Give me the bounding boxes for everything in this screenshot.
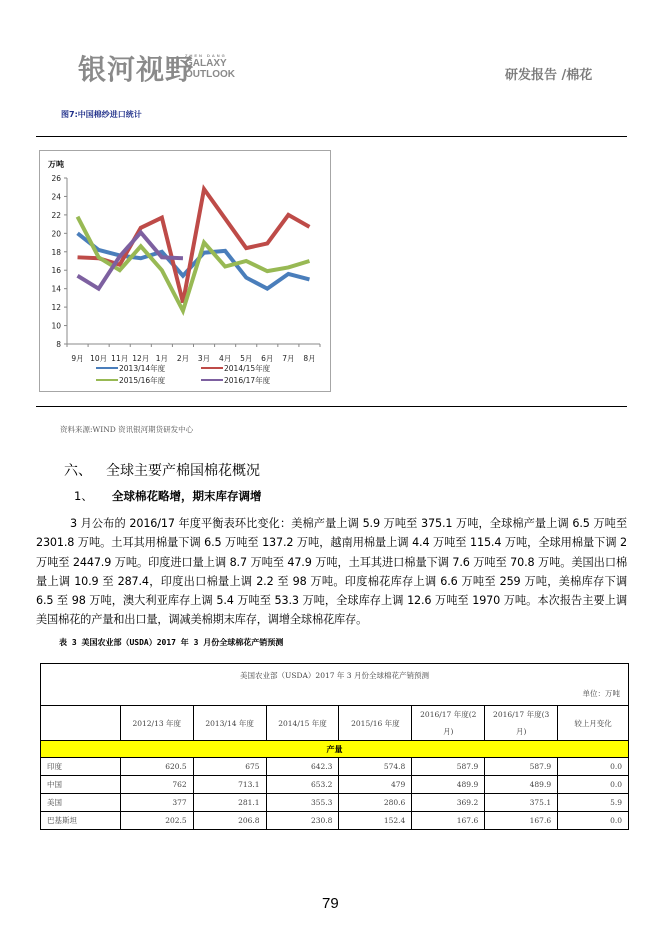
value-cell: 5.9 xyxy=(558,794,629,812)
country-cell: 中国 xyxy=(41,776,121,794)
value-cell: 377 xyxy=(120,794,193,812)
table-caption: 表 3 美国农业部（USDA）2017 年 3 月份全球棉花产销预测 xyxy=(59,638,284,647)
value-cell: 653.2 xyxy=(266,776,339,794)
y-tick-label: 20 xyxy=(51,229,61,239)
section-label: 产量 xyxy=(41,741,629,758)
value-cell: 713.1 xyxy=(193,776,266,794)
legend-label: 2013/14年度 xyxy=(119,364,166,373)
value-cell: 642.3 xyxy=(266,758,339,776)
value-cell: 230.8 xyxy=(266,812,339,830)
subsection-title: 全球棉花略增，期末库存调增 xyxy=(112,489,262,503)
logo-tagline: ZHEN DANG xyxy=(185,53,227,58)
logo-line-1: GALAXY xyxy=(185,58,227,69)
value-cell: 375.1 xyxy=(485,794,558,812)
page-number: 79 xyxy=(322,895,339,912)
table-title: 美国农业部（USDA）2017 年 3 月份全球棉花产销预测 xyxy=(240,671,429,680)
legend-label: 2014/15年度 xyxy=(224,364,271,373)
divider-top xyxy=(36,136,627,137)
figure-title: 图7:中国棉纱进口统计 xyxy=(61,110,142,119)
country-cell: 印度 xyxy=(41,758,121,776)
divider-bottom xyxy=(36,406,627,407)
x-tick-label: 7月 xyxy=(282,354,295,363)
subsection-number: 1、 xyxy=(74,489,93,503)
forecast-table xyxy=(40,663,629,830)
table-title-cell xyxy=(41,664,629,706)
x-tick-label: 5月 xyxy=(240,354,253,363)
country-cell: 美国 xyxy=(41,794,121,812)
x-tick-label: 8月 xyxy=(303,354,316,363)
table-header-cell: 较上月变化 xyxy=(558,706,629,741)
value-cell: 0.0 xyxy=(558,776,629,794)
y-tick-label: 16 xyxy=(51,266,61,276)
x-tick-label: 3月 xyxy=(197,354,211,363)
value-cell: 369.2 xyxy=(412,794,485,812)
table-header-cell xyxy=(41,706,121,741)
section-number: 六、 xyxy=(64,463,92,479)
table-header-row xyxy=(41,706,629,741)
table-row xyxy=(41,776,629,794)
value-cell: 355.3 xyxy=(266,794,339,812)
line-chart xyxy=(40,151,330,391)
x-tick-label: 2月 xyxy=(176,354,190,363)
value-cell: 281.1 xyxy=(193,794,266,812)
value-cell: 280.6 xyxy=(339,794,412,812)
y-axis-unit: 万吨 xyxy=(48,160,64,169)
value-cell: 587.9 xyxy=(485,758,558,776)
value-cell: 675 xyxy=(193,758,266,776)
value-cell: 0.0 xyxy=(558,812,629,830)
chart-container xyxy=(39,150,331,392)
table-header-cell: 2015/16 年度 xyxy=(339,706,412,741)
y-tick-label: 26 xyxy=(51,174,61,183)
table-header-cell: 2012/13 年度 xyxy=(120,706,193,741)
y-tick-label: 24 xyxy=(51,192,61,202)
logo-english xyxy=(185,53,235,80)
y-tick-label: 22 xyxy=(51,210,61,220)
logo-line-2: OUTLOOK xyxy=(185,69,235,80)
figure-source: 资料来源:WIND 资讯银河期货研发中心 xyxy=(60,425,194,434)
subsection-heading xyxy=(74,488,262,504)
table-header-cell: 2013/14 年度 xyxy=(193,706,266,741)
x-tick-label: 1月 xyxy=(155,354,169,363)
body-paragraph: 3 月公布的 2016/17 年度平衡表环比变化：美棉产量上调 5.9 万吨至 375.1 万吨，全球棉产量上调 6.5 万吨至 2301.8 万吨。土耳其用棉量下调 6.5 万吨至 137.2 万吨，越南用棉量上调 4.4 万吨至 115.4 万吨，全球用棉量下调 2 万吨至 2447.9 万吨。印度进口量上调 8.7 万吨至 47.9 万吨，土耳其进口棉量下调 7.6 万吨至 70.8 万吨。美国出口棉量上调 10.9 至 287.4，印度出口棉量上调 2.2 至 98 万吨。印度棉花库存上调 6.6 万吨至 259 万吨，美棉库存下调 6.5 至 98 万吨，澳大利亚库存上调 5.4 万吨至 53.3 万吨，全球库存上调 12.6 万吨至 1970 万吨。本次报告主要上调美国棉花的产量和出口量，调减美棉期末库存，调增全球棉花库存。 xyxy=(36,517,627,627)
legend-label: 2015/16年度 xyxy=(119,376,166,385)
value-cell: 587.9 xyxy=(412,758,485,776)
section-title: 全球主要产棉国棉花概况 xyxy=(106,463,260,479)
x-tick-label: 11月 xyxy=(111,354,129,363)
y-tick-label: 8 xyxy=(56,340,61,349)
value-cell: 202.5 xyxy=(120,812,193,830)
value-cell: 489.9 xyxy=(485,776,558,794)
x-tick-label: 9月 xyxy=(71,354,84,363)
x-tick-label: 6月 xyxy=(261,354,274,363)
value-cell: 0.0 xyxy=(558,758,629,776)
legend-label: 2016/17年度 xyxy=(224,376,271,385)
country-cell: 巴基斯坦 xyxy=(41,812,121,830)
value-cell: 620.5 xyxy=(120,758,193,776)
value-cell: 479 xyxy=(339,776,412,794)
value-cell: 574.8 xyxy=(339,758,412,776)
table-header-cell: 2016/17 年度(3 月) xyxy=(485,706,558,741)
table-unit: 单位：万吨 xyxy=(582,689,620,698)
x-tick-label: 10月 xyxy=(90,354,108,363)
y-tick-label: 12 xyxy=(51,303,61,313)
logo-chinese: 银河视野 xyxy=(78,53,195,86)
section-heading xyxy=(64,460,260,480)
table-header-cell: 2016/17 年度(2 月) xyxy=(412,706,485,741)
value-cell: 167.6 xyxy=(412,812,485,830)
table-header-cell: 2014/15 年度 xyxy=(266,706,339,741)
x-tick-label: 12月 xyxy=(132,354,150,363)
value-cell: 152.4 xyxy=(339,812,412,830)
value-cell: 206.8 xyxy=(193,812,266,830)
value-cell: 167.6 xyxy=(485,812,558,830)
table-title-row xyxy=(41,664,629,706)
table-row xyxy=(41,812,629,830)
table-row xyxy=(41,794,629,812)
y-tick-label: 14 xyxy=(51,284,61,294)
y-tick-label: 18 xyxy=(51,247,61,257)
report-category: 研发报告 /棉花 xyxy=(505,68,593,83)
table-row xyxy=(41,758,629,776)
x-tick-label: 4月 xyxy=(218,354,232,363)
y-tick-label: 10 xyxy=(51,321,61,331)
value-cell: 489.9 xyxy=(412,776,485,794)
table-section-row xyxy=(41,741,629,758)
value-cell: 762 xyxy=(120,776,193,794)
